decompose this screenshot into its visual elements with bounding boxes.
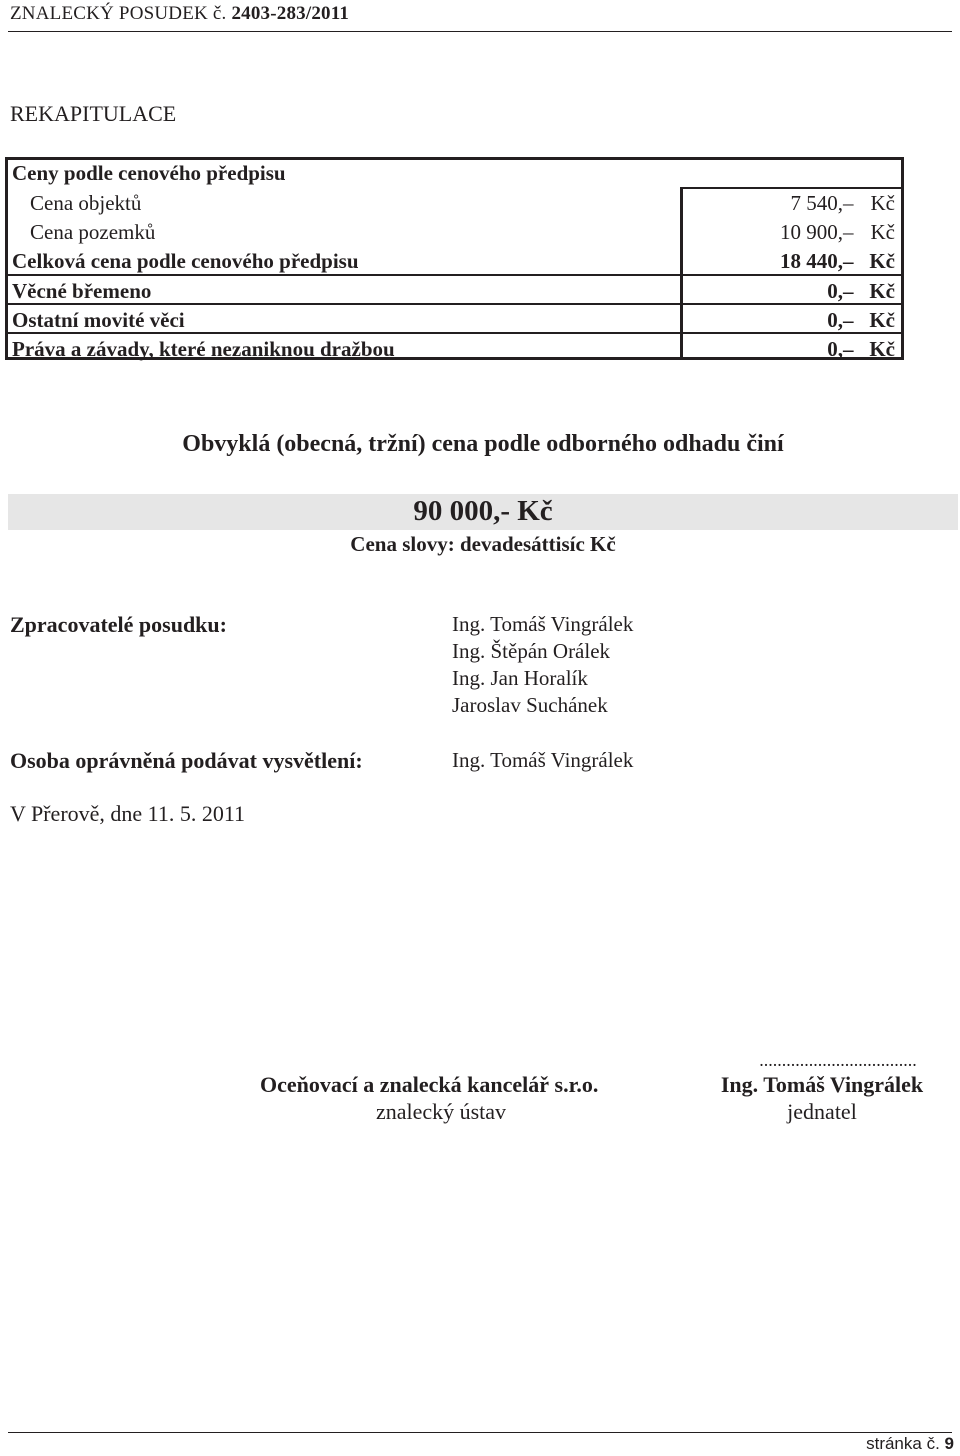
row-label: Věcné břemeno <box>12 279 152 303</box>
row-value <box>780 249 895 274</box>
company-type: znalecký ústav <box>375 1099 507 1124</box>
row-currency: Kč <box>869 308 895 332</box>
row-label: Cena objektů <box>30 191 142 215</box>
row-value <box>780 220 895 245</box>
document-header <box>10 3 349 25</box>
row-label: Celková cena podle cenového předpisu <box>12 249 359 273</box>
row-value <box>827 337 895 362</box>
row-amount: 7 540, <box>790 191 843 215</box>
row-currency: Kč <box>869 249 895 273</box>
row-amount: 0, <box>827 337 843 361</box>
market-value-heading: Obvyklá (obecná, tržní) cena podle odborného odhadu činí <box>182 431 784 457</box>
page-label: stránka č. <box>866 1434 940 1453</box>
signature-line: ................................... <box>759 1050 917 1070</box>
row-currency: Kč <box>869 279 895 303</box>
row-amount: 0, <box>827 308 843 332</box>
processor-name: Jaroslav Suchánek <box>452 693 608 717</box>
row-currency: Kč <box>869 337 895 361</box>
row-currency: Kč <box>870 191 895 215</box>
signatory-name: Ing. Tomáš Vingrálek <box>720 1072 924 1097</box>
row-label: Ostatní movité věci <box>12 308 185 332</box>
row-value <box>827 308 895 333</box>
row-amount: 10 900, <box>780 220 843 244</box>
table-row <box>8 246 901 276</box>
row-dash: – <box>843 249 854 273</box>
table-row <box>8 188 901 218</box>
header-number: 2403-283/2011 <box>231 3 350 24</box>
processor-name: Ing. Štěpán Orálek <box>452 639 611 663</box>
page-number <box>866 1434 954 1454</box>
company-name: Oceňovací a znalecká kancelář s.r.o. <box>260 1072 599 1097</box>
recap-title: REKAPITULACE <box>10 101 177 126</box>
header-rule <box>8 31 952 32</box>
authorized-person-label: Osoba oprávněná podávat vysvětlení: <box>10 748 363 773</box>
market-value: 90 000,- Kč <box>413 495 553 527</box>
row-dash: – <box>843 308 854 332</box>
processor-name: Ing. Tomáš Vingrálek <box>452 612 634 636</box>
row-value <box>791 191 896 216</box>
row-dash: – <box>843 337 854 361</box>
row-dash: – <box>843 279 854 303</box>
row-amount: 0, <box>827 279 843 303</box>
row-value <box>827 279 895 304</box>
page-number-value: 9 <box>944 1434 954 1453</box>
row-label: Cena pozemků <box>30 220 156 244</box>
signatory-role: jednatel <box>787 1099 857 1124</box>
processors-label: Zpracovatelé posudku: <box>10 612 227 637</box>
table-row <box>8 276 901 306</box>
table-section-title: Ceny podle cenového předpisu <box>12 161 286 185</box>
footer-rule <box>8 1432 952 1433</box>
row-amount: 18 440, <box>780 249 843 273</box>
row-label: Práva a závady, které nezaniknou dražbou <box>12 337 395 361</box>
authorized-person-name: Ing. Tomáš Vingrálek <box>452 748 634 772</box>
table-row <box>8 334 901 364</box>
header-prefix: ZNALECKÝ POSUDEK č. <box>10 3 227 24</box>
place-and-date: V Přerově, dne 11. 5. 2011 <box>10 801 246 826</box>
processor-name: Ing. Jan Horalík <box>452 666 588 690</box>
value-in-words: Cena slovy: devadesáttisíc Kč <box>350 532 616 556</box>
row-currency: Kč <box>870 220 895 244</box>
recap-table <box>5 157 904 360</box>
table-row <box>8 217 901 247</box>
table-row <box>8 305 901 335</box>
row-dash: – <box>843 220 854 244</box>
row-dash: – <box>843 191 854 215</box>
